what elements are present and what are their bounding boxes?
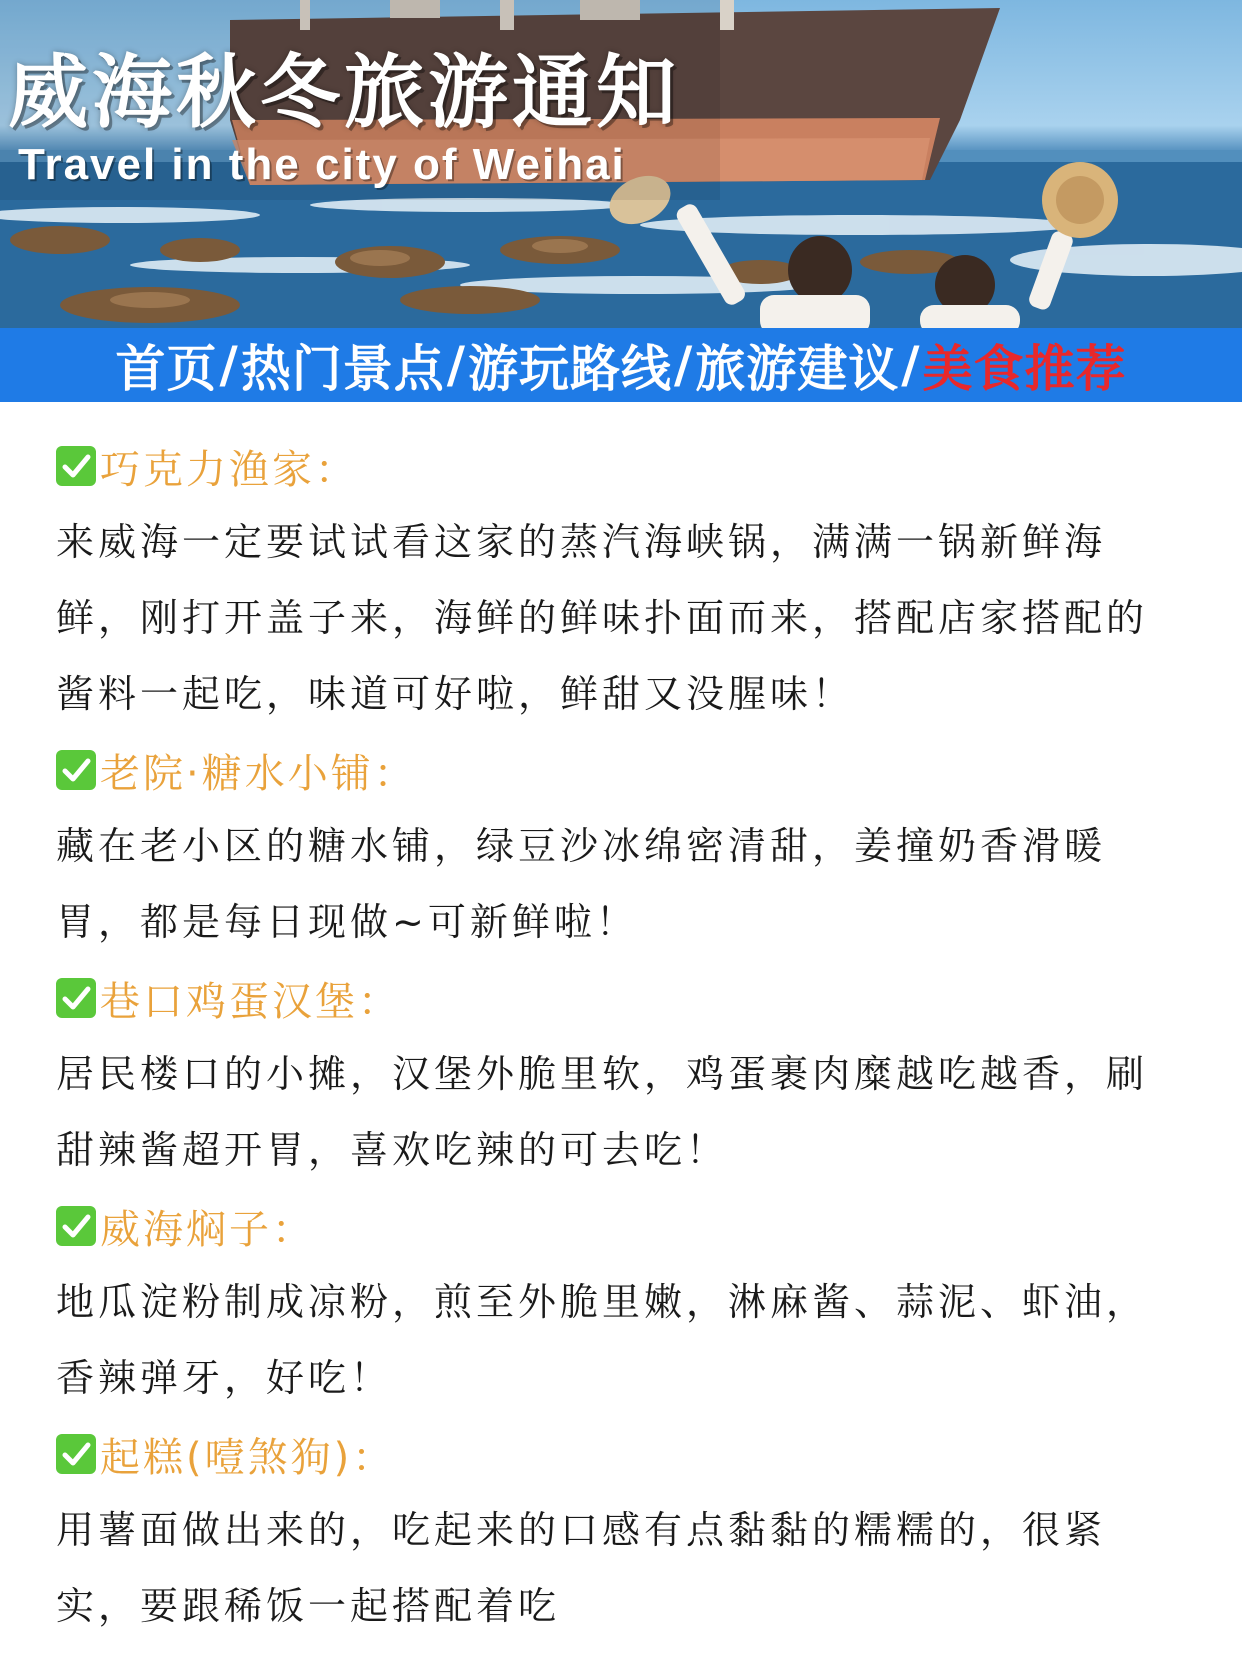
item-heading — [56, 960, 1196, 1036]
item-description: 来威海一定要试试看这家的蒸汽海峡锅，满满一锅新鲜海 鲜，刚打开盖子来，海鲜的鲜味扑面而来，搭配店家搭配的 酱料一起吃，味道可好啦，鲜甜又没腥味！ — [56, 520, 1149, 716]
item-heading — [56, 732, 1196, 808]
page-subtitle: Travel in the city of Weihai — [18, 140, 626, 189]
list-item — [56, 1416, 1196, 1644]
list-item — [56, 732, 1196, 960]
item-description: 居民楼口的小摊，汉堡外脆里软，鸡蛋裹肉糜越吃越香，刷 甜辣酱超开胃，喜欢吃辣的可去吃！ — [56, 1052, 1149, 1172]
nav-separator: / — [674, 336, 694, 394]
checkmark-icon — [56, 1434, 96, 1474]
nav-item-food[interactable]: 美食推荐 — [922, 340, 1127, 398]
list-item — [56, 428, 1196, 732]
item-title: 巷口鸡蛋汉堡： — [100, 978, 401, 1025]
nav-item-routes[interactable]: 游玩路线 — [468, 340, 672, 398]
item-title: 老院·糖水小铺： — [100, 750, 417, 797]
item-description: 藏在老小区的糖水铺，绿豆沙冰绵密清甜，姜撞奶香滑暖 胃，都是每日现做~可新鲜啦！ — [56, 824, 1107, 944]
nav-item-tips[interactable]: 旅游建议 — [695, 340, 900, 398]
item-description: 地瓜淀粉制成凉粉，煎至外脆里嫩，淋麻酱、蒜泥、虾油， 香辣弹牙，好吃！ — [56, 1280, 1149, 1400]
item-title: 起糕(噎煞狗)： — [100, 1434, 396, 1481]
nav-separator: / — [901, 336, 921, 394]
hero-banner — [0, 0, 1242, 330]
page-title: 威海秋冬旅游通知 — [8, 46, 680, 139]
item-heading — [56, 1416, 1196, 1492]
item-description: 用薯面做出来的，吃起来的口感有点黏黏的糯糯的，很紧 实，要跟稀饭一起搭配着吃 — [56, 1508, 1107, 1628]
checkmark-icon — [56, 978, 96, 1018]
list-item — [56, 1188, 1196, 1416]
checkmark-icon — [56, 1206, 96, 1246]
breadcrumb-nav — [0, 328, 1242, 402]
item-title: 巧克力渔家： — [100, 446, 358, 493]
nav-separator: / — [446, 336, 466, 394]
nav-item-home[interactable]: 首页 — [115, 340, 218, 398]
item-heading — [56, 1188, 1196, 1264]
list-item — [56, 960, 1196, 1188]
item-title: 威海焖子： — [100, 1206, 315, 1253]
item-heading — [56, 428, 1196, 504]
checkmark-icon — [56, 750, 96, 790]
food-list — [56, 428, 1196, 1644]
nav-separator: / — [219, 336, 239, 394]
checkmark-icon — [56, 446, 96, 486]
nav-item-hot-spots[interactable]: 热门景点 — [240, 340, 445, 398]
